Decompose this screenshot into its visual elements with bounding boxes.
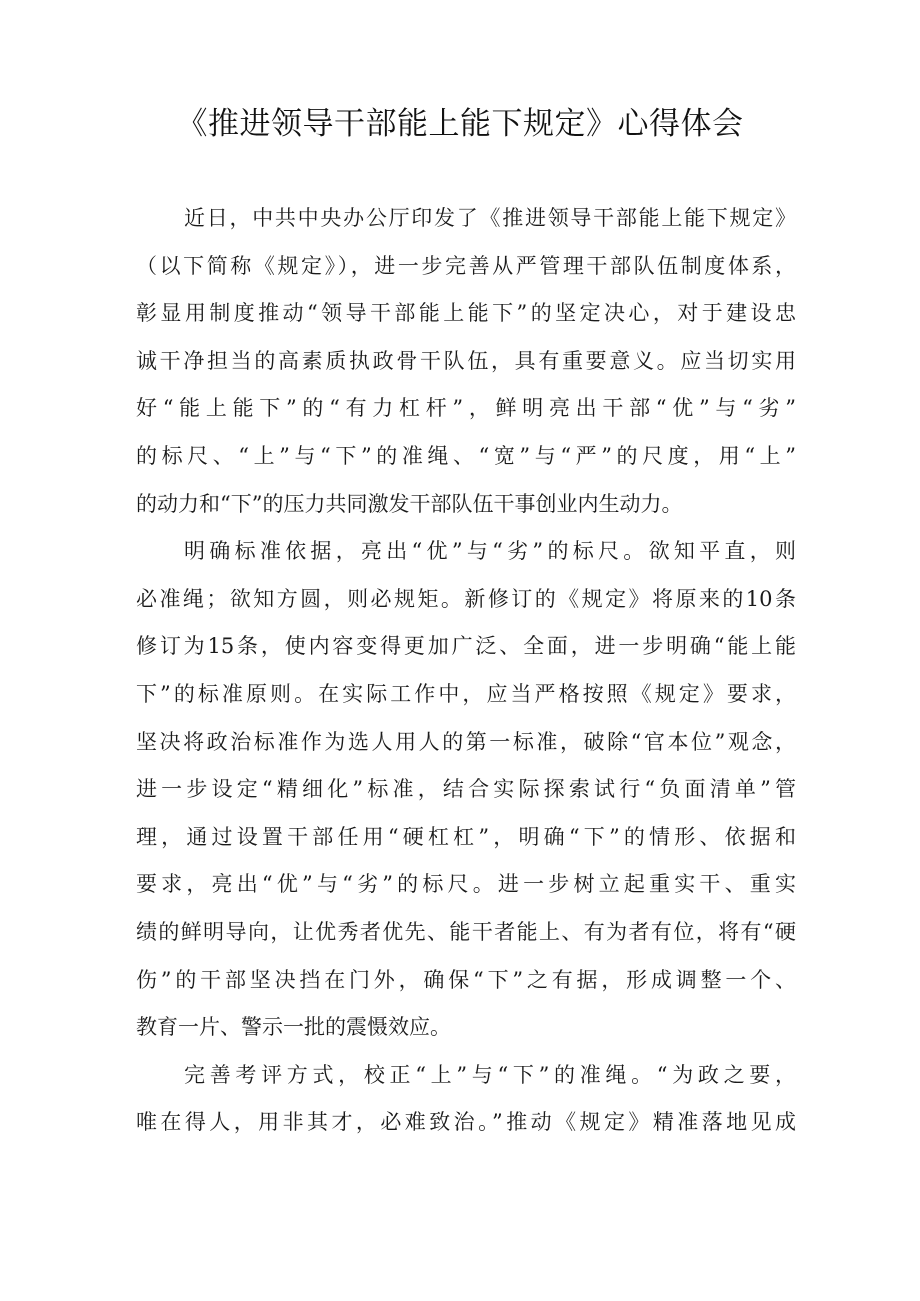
paragraph-1-line-4: 诚干净担当的高素质执政骨干队伍，具有重要意义。应当切实用 (136, 348, 796, 373)
document-title: 《推进领导干部能上能下规定》心得体会 (176, 106, 744, 142)
paragraph-2-line-11: 教育一片、警示一批的震慑效应。 (136, 1015, 451, 1040)
paragraph-2-line-4: 下”的标准原则。在实际工作中，应当严格按照《规定》要求， (136, 681, 796, 706)
paragraph-2-line-7: 理，通过设置干部任用“硬杠杠”，明确“下”的情形、依据和 (136, 824, 796, 849)
paragraph-2-line-3: 修订为15条，使内容变得更加广泛、全面，进一步明确“能上能 (136, 634, 796, 659)
paragraph-3-line-1: 完善考评方式，校正“上”与“下”的准绳。“为政之要， (184, 1062, 796, 1087)
paragraph-2-line-10: 伤”的干部坚决挡在门外，确保“下”之有据，形成调整一个、 (136, 967, 796, 992)
paragraph-2-line-6: 进一步设定“精细化”标准，结合实际探索试行“负面清单”管 (136, 777, 796, 802)
paragraph-1-line-3: 彰显用制度推动“领导干部能上能下”的坚定决心，对于建设忠 (136, 301, 796, 326)
paragraph-2-line-2: 必准绳；欲知方圆，则必规矩。新修订的《规定》将原来的10条 (136, 586, 796, 611)
paragraph-2-line-9: 绩的鲜明导向，让优秀者优先、能干者能上、有为者有位，将有“硬 (136, 919, 796, 944)
paragraph-1-line-5: 好“能上能下”的“有力杠杆”，鲜明亮出干部“优”与“劣” (136, 396, 796, 421)
paragraph-2-line-1: 明确标准依据，亮出“优”与“劣”的标尺。欲知平直，则 (184, 539, 796, 564)
paragraph-2-line-8: 要求，亮出“优”与“劣”的标尺。进一步树立起重实干、重实 (136, 872, 796, 897)
paragraph-1-line-2: （以下简称《规定》），进一步完善从严管理干部队伍制度体系， (136, 253, 796, 278)
paragraph-1-line-6: 的标尺、“上”与“下”的准绳、“宽”与“严”的尺度，用“上” (136, 443, 796, 468)
paragraph-1-line-1: 近日，中共中央办公厅印发了《推进领导干部能上能下规定》 (184, 206, 796, 230)
paragraph-2-line-5: 坚决将政治标准作为选人用人的第一标准，破除“官本位”观念， (136, 729, 796, 754)
paragraph-1-line-7: 的动力和“下”的压力共同激发干部队伍干事创业内生动力。 (136, 491, 683, 516)
document-body (136, 195, 796, 1147)
paragraph-3-line-2: 唯在得人，用非其才，必难致治。”推动《规定》精准落地见成 (136, 1110, 796, 1135)
